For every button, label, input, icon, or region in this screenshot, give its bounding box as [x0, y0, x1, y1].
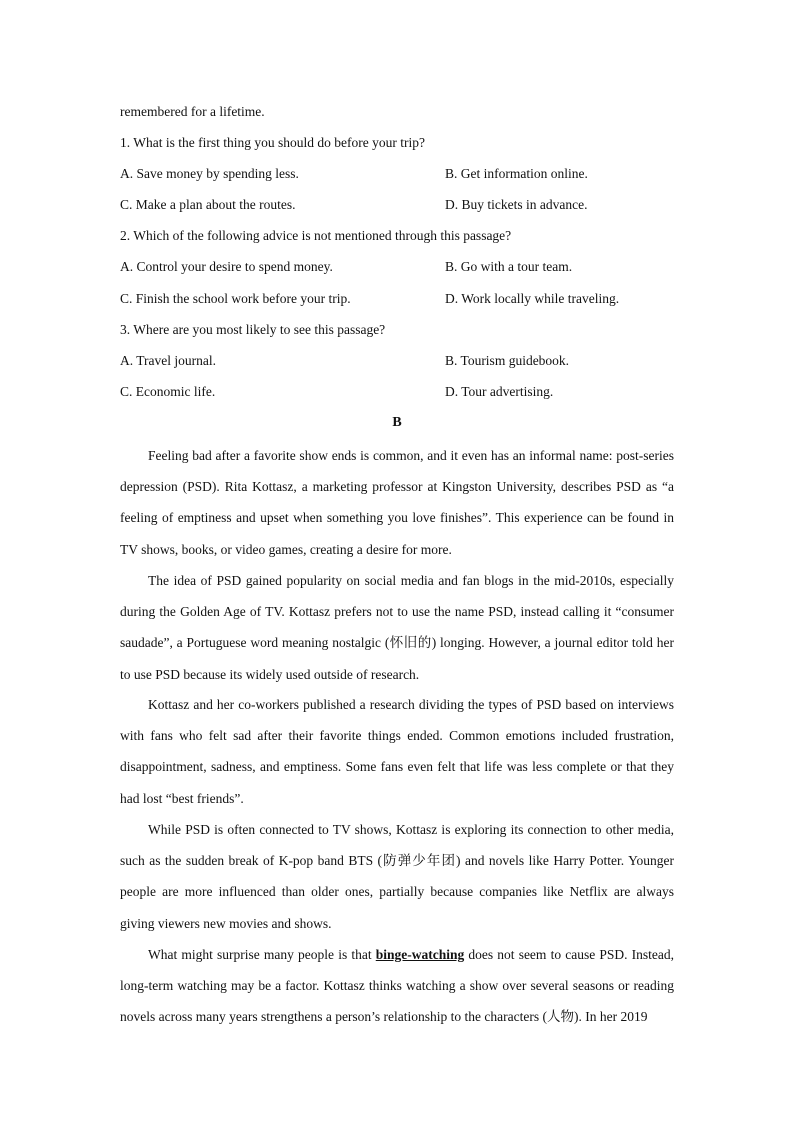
paragraph-5	[120, 939, 674, 1033]
paragraph-2: The idea of PSD gained popularity on social media and fan blogs in the mid-2010s, especially during the Golden Age of TV. Kottasz prefers not to use the name PSD, instead calling it “consumer saudade”, a Portuguese word meaning nostalgic (怀旧的) longing. However, a journal editor told her to use PSD because its widely used outside of research.	[120, 573, 674, 682]
question-3-option-d: D. Tour advertising.	[445, 384, 554, 399]
question-3-option-c: C. Economic life.	[120, 384, 216, 399]
question-1-option-b: B. Get information online.	[445, 166, 588, 181]
question-3-option-a: A. Travel journal.	[120, 353, 216, 368]
passage-a-ending: remembered for a lifetime.	[120, 104, 265, 119]
question-2-option-b: B. Go with a tour team.	[445, 259, 573, 274]
question-1-stem: 1. What is the first thing you should do before your trip?	[120, 135, 425, 150]
question-1-option-c: C. Make a plan about the routes.	[120, 197, 296, 212]
question-2-option-d: D. Work locally while traveling.	[445, 291, 620, 306]
question-2-option-a: A. Control your desire to spend money.	[120, 259, 333, 274]
paragraph-3: Kottasz and her co-workers published a research dividing the types of PSD based on interviews with fans who felt sad after their favorite things ended. Common emotions included frustration, disappointment, sadness, and emptiness. Some fans even felt that life was less complete or that they had lost “best friends”.	[120, 697, 674, 806]
question-3-stem: 3. Where are you most likely to see this passage?	[120, 322, 386, 337]
paragraph-4: While PSD is often connected to TV shows, Kottasz is exploring its connection to other media, such as the sudden break of K-pop band BTS (防弹少年团) and novels like Harry Potter. Younger people are more influenced than older ones, partially because companies like Netflix are always giving viewers new movies and shows.	[120, 822, 674, 931]
paragraph-5-lead: What might surprise many people is that	[148, 947, 376, 962]
paragraph-5-rest: does not seem to cause PSD. Instead, long-term watching may be a factor. Kottasz thinks watching a show over several seasons or reading novels across many years strengthens a person’s relationship to the characters (人物). In her 2019	[120, 947, 674, 1025]
paragraph-1: Feeling bad after a favorite show ends is common, and it even has an informal name: post-series depression (PSD). Rita Kottasz, a marketing professor at Kingston University, describes PSD as “a feeling of emptiness and upset when something you love finishes”. This experience can be found in TV shows, books, or video games, creating a desire for more.	[120, 448, 674, 557]
underlined-term: binge-watching	[375, 947, 465, 962]
question-2-option-c: C. Finish the school work before your trip.	[120, 291, 351, 306]
question-1-option-a: A. Save money by spending less.	[120, 166, 299, 181]
question-3-option-b: B. Tourism guidebook.	[445, 353, 570, 368]
question-2-stem: 2. Which of the following advice is not mentioned through this passage?	[120, 228, 512, 243]
section-heading: B	[392, 415, 402, 430]
question-1-option-d: D. Buy tickets in advance.	[445, 197, 588, 212]
